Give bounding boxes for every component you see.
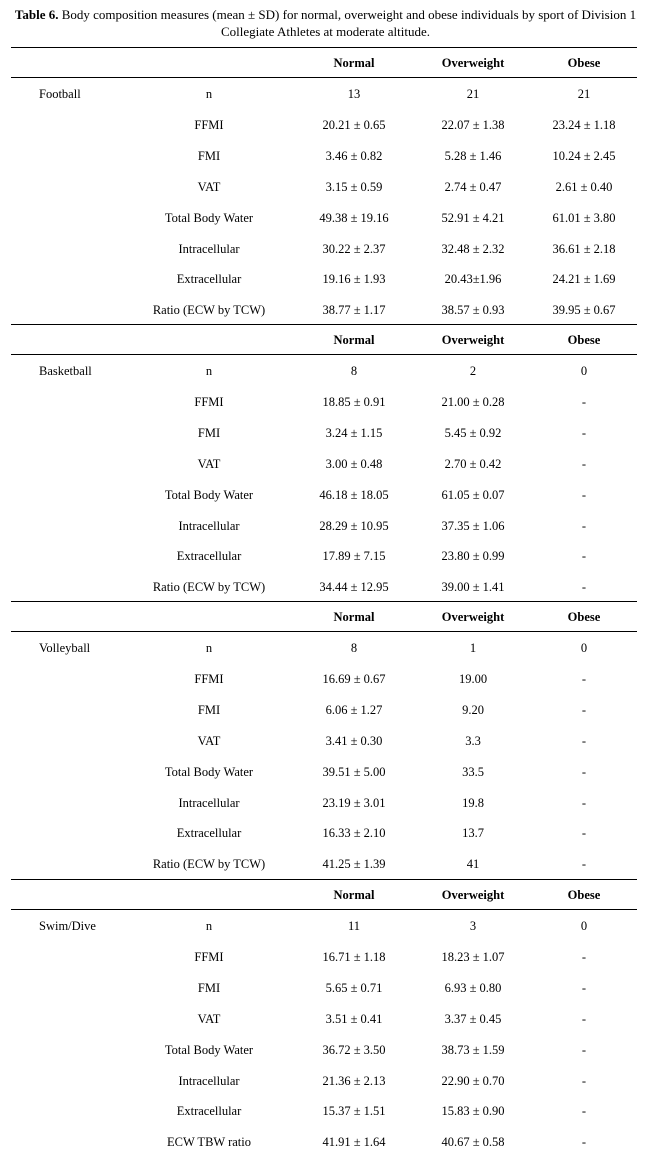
overweight-value: 20.43±1.96: [444, 272, 502, 287]
table-row: [11, 546, 637, 566]
normal-value: 20.21 ± 0.65: [322, 117, 386, 132]
section-top-rule: [11, 324, 637, 325]
header-bottom-rule: [11, 77, 637, 78]
table-row: [11, 300, 637, 320]
overweight-value: 21: [466, 87, 480, 101]
obese-value: -: [581, 518, 587, 533]
normal-value: 16.71 ± 1.18: [322, 949, 386, 964]
column-header-row: [11, 53, 637, 73]
header-overweight: Overweight: [441, 888, 505, 902]
normal-value: 17.89 ± 7.15: [322, 549, 386, 564]
measure-label: Extracellular: [176, 272, 242, 287]
overweight-value: 22.07 ± 1.38: [441, 117, 505, 132]
overweight-value: 33.5: [462, 764, 484, 779]
measure-label: Extracellular: [176, 1104, 242, 1119]
table-row: [11, 731, 637, 751]
normal-value: 34.44 ± 12.95: [319, 580, 389, 595]
section-top-rule: [11, 879, 637, 880]
sport-name-cell: [39, 916, 96, 936]
table-row: [11, 208, 637, 228]
table-row: [11, 762, 637, 782]
measure-label: FMI: [197, 425, 221, 440]
overweight-value: 37.35 ± 1.06: [441, 518, 505, 533]
obese-value: -: [581, 456, 587, 471]
column-header-row: [11, 607, 637, 627]
obese-value: -: [581, 580, 587, 595]
obese-value: -: [581, 671, 587, 686]
overweight-value: 18.23 ± 1.07: [441, 949, 505, 964]
table-row: [11, 516, 637, 536]
measure-label: Total Body Water: [164, 764, 254, 779]
normal-value: 36.72 ± 3.50: [322, 1042, 386, 1057]
normal-value: 38.77 ± 1.17: [322, 303, 386, 318]
header-obese: Obese: [567, 333, 601, 347]
obese-value: 39.95 ± 0.67: [552, 303, 616, 318]
obese-value: 23.24 ± 1.18: [552, 117, 616, 132]
sport-name-cell: [39, 84, 81, 104]
table-row: [11, 84, 637, 104]
measure-label: Total Body Water: [164, 487, 254, 502]
header-overweight: Overweight: [441, 333, 505, 347]
normal-value: 11: [347, 919, 361, 933]
normal-value: 23.19 ± 3.01: [322, 795, 386, 810]
obese-value: -: [581, 1073, 587, 1088]
table-row: [11, 669, 637, 689]
obese-value: 0: [580, 641, 588, 655]
measure-label: n: [205, 87, 213, 101]
normal-value: 8: [350, 364, 358, 378]
measure-label: FFMI: [194, 949, 224, 964]
measure-label: Total Body Water: [164, 210, 254, 225]
measure-label: Intracellular: [178, 1073, 240, 1088]
measure-label: Extracellular: [176, 549, 242, 564]
normal-value: 30.22 ± 2.37: [322, 241, 386, 256]
measure-label: VAT: [197, 456, 221, 471]
table-row: [11, 823, 637, 843]
table-row: [11, 115, 637, 135]
table-row: [11, 239, 637, 259]
table-row: [11, 392, 637, 412]
normal-value: 49.38 ± 19.16: [319, 210, 389, 225]
obese-value: 24.21 ± 1.69: [552, 272, 616, 287]
obese-value: 36.61 ± 2.18: [552, 241, 616, 256]
obese-value: -: [581, 795, 587, 810]
obese-value: -: [581, 702, 587, 717]
overweight-value: 39.00 ± 1.41: [441, 580, 505, 595]
obese-value: -: [581, 487, 587, 502]
obese-value: -: [581, 949, 587, 964]
measure-label: Total Body Water: [164, 1042, 254, 1057]
normal-value: 39.51 ± 5.00: [322, 764, 386, 779]
table-row: [11, 269, 637, 289]
sport-name-cell: [39, 361, 92, 381]
measure-label: FMI: [197, 980, 221, 995]
table-row: [11, 793, 637, 813]
normal-value: 3.15 ± 0.59: [325, 179, 383, 194]
table-row: [11, 454, 637, 474]
table-row: [11, 177, 637, 197]
obese-value: 61.01 ± 3.80: [552, 210, 616, 225]
header-normal: Normal: [333, 56, 375, 70]
obese-value: -: [581, 549, 587, 564]
table-caption: [0, 6, 651, 40]
normal-value: 16.33 ± 2.10: [322, 826, 386, 841]
measure-label: VAT: [197, 179, 221, 194]
obese-value: -: [581, 1135, 587, 1150]
table-row: [11, 361, 637, 381]
overweight-value: 40.67 ± 0.58: [441, 1135, 505, 1150]
measure-label: Ratio (ECW by TCW): [152, 857, 266, 872]
column-header-row: [11, 885, 637, 905]
overweight-value: 2: [469, 364, 477, 378]
normal-value: 3.51 ± 0.41: [325, 1011, 383, 1026]
measure-label: VAT: [197, 1011, 221, 1026]
measure-label: Ratio (ECW by TCW): [152, 580, 266, 595]
overweight-value: 32.48 ± 2.32: [441, 241, 505, 256]
section-top-rule: [11, 47, 637, 48]
overweight-value: 2.74 ± 0.47: [444, 179, 502, 194]
normal-value: 41.25 ± 1.39: [322, 857, 386, 872]
table-row: [11, 1009, 637, 1029]
obese-value: -: [581, 733, 587, 748]
obese-value: -: [581, 857, 587, 872]
table-row: [11, 577, 637, 597]
overweight-value: 21.00 ± 0.28: [441, 394, 505, 409]
measure-label: FFMI: [194, 117, 224, 132]
header-overweight: Overweight: [441, 56, 505, 70]
measure-label: Intracellular: [178, 795, 240, 810]
sport-name-cell: [39, 638, 90, 658]
normal-value: 5.65 ± 0.71: [325, 980, 383, 995]
measure-label: n: [205, 641, 213, 655]
table-row: [11, 146, 637, 166]
overweight-value: 6.93 ± 0.80: [444, 980, 502, 995]
column-header-row: [11, 330, 637, 350]
overweight-value: 38.73 ± 1.59: [441, 1042, 505, 1057]
header-overweight: Overweight: [441, 610, 505, 624]
overweight-value: 22.90 ± 0.70: [441, 1073, 505, 1088]
obese-value: -: [581, 1042, 587, 1057]
sport-name: Football: [39, 87, 81, 101]
normal-value: 21.36 ± 2.13: [322, 1073, 386, 1088]
measure-label: Intracellular: [178, 518, 240, 533]
normal-value: 18.85 ± 0.91: [322, 394, 386, 409]
table-row: [11, 854, 637, 874]
header-obese: Obese: [567, 56, 601, 70]
obese-value: -: [581, 764, 587, 779]
measure-label: FMI: [197, 702, 221, 717]
measure-label: Ratio (ECW by TCW): [152, 303, 266, 318]
overweight-value: 52.91 ± 4.21: [441, 210, 505, 225]
measure-label: Intracellular: [178, 241, 240, 256]
overweight-value: 61.05 ± 0.07: [441, 487, 505, 502]
obese-value: 0: [580, 364, 588, 378]
table-row: [11, 1132, 637, 1152]
measure-label: VAT: [197, 733, 221, 748]
table-row: [11, 947, 637, 967]
table-row: [11, 916, 637, 936]
measure-label: n: [205, 364, 213, 378]
table-row: [11, 978, 637, 998]
sport-name: Basketball: [39, 364, 92, 378]
table-row: [11, 1071, 637, 1091]
overweight-value: 5.45 ± 0.92: [444, 425, 502, 440]
header-obese: Obese: [567, 610, 601, 624]
table-row: [11, 638, 637, 658]
overweight-value: 41: [466, 857, 480, 872]
obese-value: 10.24 ± 2.45: [552, 148, 616, 163]
obese-value: 0: [580, 919, 588, 933]
overweight-value: 9.20: [462, 702, 484, 717]
obese-value: -: [581, 826, 587, 841]
section-top-rule: [11, 601, 637, 602]
normal-value: 19.16 ± 1.93: [322, 272, 386, 287]
overweight-value: 15.83 ± 0.90: [441, 1104, 505, 1119]
header-bottom-rule: [11, 631, 637, 632]
overweight-value: 3: [469, 919, 477, 933]
header-normal: Normal: [333, 333, 375, 347]
obese-value: -: [581, 394, 587, 409]
header-obese: Obese: [567, 888, 601, 902]
table-row: [11, 1040, 637, 1060]
overweight-value: 2.70 ± 0.42: [444, 456, 502, 471]
measure-label: FFMI: [194, 394, 224, 409]
overweight-value: 3.3: [465, 733, 481, 748]
measure-label: FMI: [197, 148, 221, 163]
table-caption-label: Table 6.: [14, 7, 59, 22]
table-row: [11, 485, 637, 505]
obese-value: -: [581, 1104, 587, 1119]
overweight-value: 19.8: [462, 795, 484, 810]
header-bottom-rule: [11, 354, 637, 355]
overweight-value: 1: [469, 641, 477, 655]
normal-value: 3.00 ± 0.48: [325, 456, 383, 471]
normal-value: 3.41 ± 0.30: [325, 733, 383, 748]
obese-value: 2.61 ± 0.40: [555, 179, 613, 194]
sport-name: Swim/Dive: [39, 919, 96, 933]
obese-value: -: [581, 1011, 587, 1026]
table-row: [11, 700, 637, 720]
obese-value: 21: [577, 87, 591, 101]
normal-value: 13: [347, 87, 361, 101]
normal-value: 6.06 ± 1.27: [325, 702, 383, 717]
table-row: [11, 1101, 637, 1121]
overweight-value: 3.37 ± 0.45: [444, 1011, 502, 1026]
overweight-value: 38.57 ± 0.93: [441, 303, 505, 318]
overweight-value: 23.80 ± 0.99: [441, 549, 505, 564]
normal-value: 46.18 ± 18.05: [319, 487, 389, 502]
overweight-value: 13.7: [462, 826, 484, 841]
normal-value: 3.46 ± 0.82: [325, 148, 383, 163]
obese-value: -: [581, 425, 587, 440]
normal-value: 15.37 ± 1.51: [322, 1104, 386, 1119]
measure-label: FFMI: [194, 671, 224, 686]
normal-value: 41.91 ± 1.64: [322, 1135, 386, 1150]
obese-value: -: [581, 980, 587, 995]
overweight-value: 19.00: [458, 671, 488, 686]
normal-value: 28.29 ± 10.95: [319, 518, 389, 533]
normal-value: 8: [350, 641, 358, 655]
table-caption-text: Body composition measures (mean ± SD) for normal, overweight and obese individuals by sport of Division 1 Collegiate Athletes at moderate altitude.: [61, 7, 637, 39]
header-bottom-rule: [11, 909, 637, 910]
measure-label: ECW TBW ratio: [166, 1135, 252, 1150]
overweight-value: 5.28 ± 1.46: [444, 148, 502, 163]
normal-value: 16.69 ± 0.67: [322, 671, 386, 686]
header-normal: Normal: [333, 888, 375, 902]
measure-label: Extracellular: [176, 826, 242, 841]
sport-name: Volleyball: [39, 641, 91, 655]
table-row: [11, 423, 637, 443]
measure-label: n: [205, 919, 213, 933]
header-normal: Normal: [333, 610, 375, 624]
normal-value: 3.24 ± 1.15: [325, 425, 383, 440]
